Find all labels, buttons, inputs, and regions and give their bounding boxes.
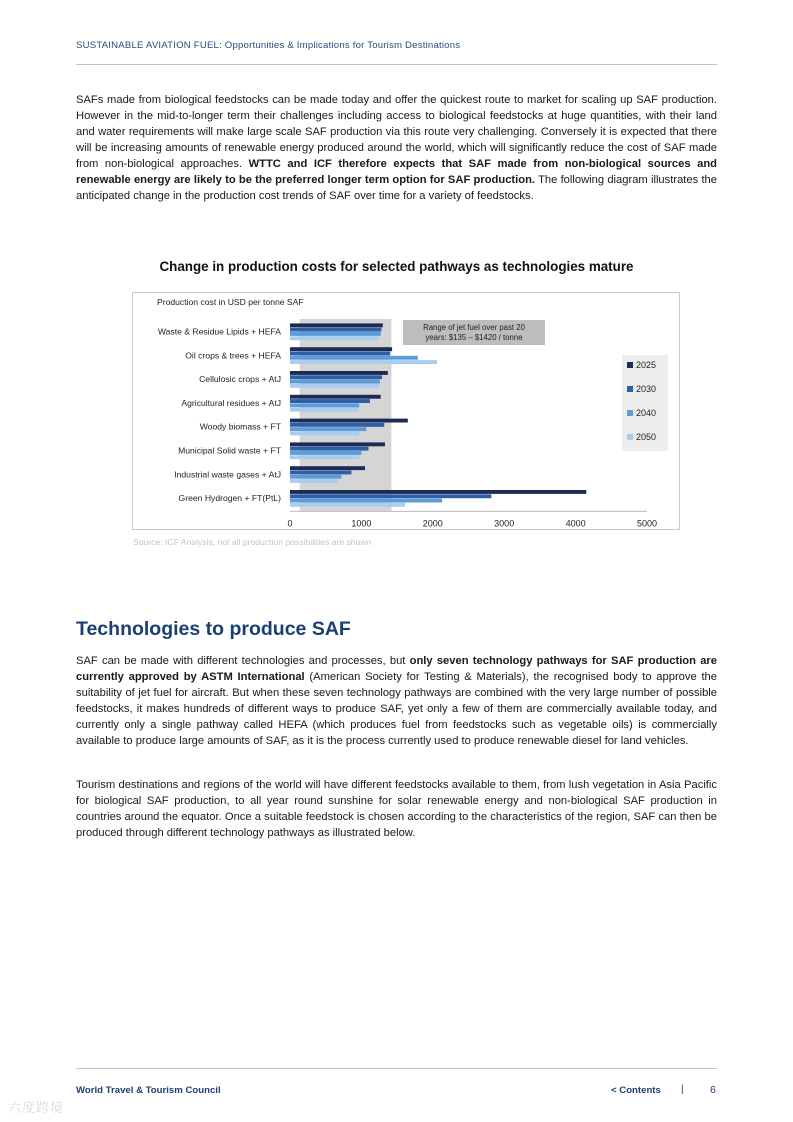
bar-2025 [290,323,383,327]
category-label: Industrial waste gases + AtJ [174,469,281,480]
bar-2040 [290,427,366,431]
bar-2050 [290,336,379,340]
bar-2050 [290,455,359,459]
bar-2030 [290,423,384,427]
chart-axis-title: Production cost in USD per tonne SAF [157,297,304,307]
bar-2040 [290,380,380,384]
annotation-line-1: Range of jet fuel over past 20 [423,323,525,332]
chart-title: Change in production costs for selected pathways as technologies mature [159,259,634,274]
x-tick-label: 0 [287,518,293,529]
bar-2050 [290,479,338,483]
page-number: 6 [710,1084,716,1096]
x-tick-label: 2000 [422,518,443,529]
x-tick-label: 1000 [351,518,372,529]
footer-divider [76,1068,717,1069]
bar-2030 [290,447,369,451]
contents-link[interactable]: < Contents [611,1085,661,1096]
legend-label-2025: 2025 [636,360,657,370]
x-tick-label: 3000 [494,518,515,529]
x-tick-label: 5000 [636,518,658,529]
header-divider [76,64,717,65]
bar-2050 [290,408,358,412]
running-header: SUSTAINABLE AVIATION FUEL: Opportunities & Implications for Tourism Destinations [76,40,461,51]
feedstocks-paragraph: Tourism destinations and regions of the world will have different feedstocks available to them, from lush vegetation in Asia Pacific for biological SAF production, to all year round sunshine for solar renewable energy and non-biological SAF production in countries around the equator. Once a suitable feedstock is chosen according to the characteristics of the region, SAF can then be produced through different technology pathways as illustrated below. [76,779,717,839]
legend-swatch-2050 [627,434,633,440]
category-label: Cellulosic crops + AtJ [199,374,281,385]
production-cost-chart [132,292,680,530]
technologies-paragraph [76,653,717,749]
footer-organization: World Travel & Tourism Council [76,1085,221,1096]
tech-bold-text: only seven technology pathways for SAF production are currently approved by ASTM International [76,655,717,683]
bar-2030 [290,328,381,332]
intro-text-2: The following diagram illustrates the anticipated change in the production cost trends of SAF over time for a variety of feedstocks. [76,174,717,202]
bar-2050 [290,503,405,507]
bar-2050 [290,432,359,436]
bar-2040 [290,332,381,336]
bar-2040 [290,403,359,407]
bar-2040 [290,451,361,455]
bar-2025 [290,442,385,446]
bar-2040 [290,499,442,503]
bar-2025 [290,395,381,399]
x-tick-label: 4000 [565,518,586,529]
category-label: Oil crops & trees + HEFA [185,350,281,361]
bar-2030 [290,471,351,475]
category-label: Woody biomass + FT [199,421,281,432]
bar-2030 [290,352,390,356]
bar-2040 [290,475,341,479]
legend-swatch-2030 [627,386,633,392]
tech-text-2: (American Society for Testing & Materials), the recognised body to approve the suitability of jet fuel for aircraft. But when these seven technology pathways are combined with the very large number of possible feedstocks, it makes hundreds of different ways to produce SAF, yet only a few of them are commercially available today, and currently only a single pathway called HEFA (which produces fuel from feedstocks such as vegetable oils) is commercially available to produce large amounts of SAF, as it is the process currently used to produce renewable diesel for land vehicles. [76,671,717,747]
intro-text-1: SAFs made from biological feedstocks can be made today and offer the quickest route to market for scaling up SAF production. However in the mid-to-longer term their challenges including access to biological feedstocks at huge quantities, with their land and water requirements will make large scale SAF production via this route very challenging. Conversely it is expected that there will be increasing amounts of renewable energy produced around the world, which will significantly reduce the cost of SAF made from non-biological approaches. [76,94,717,170]
bar-2030 [290,375,382,379]
legend-label-2040: 2040 [636,408,657,418]
bar-2030 [290,399,370,403]
tech-text-1: SAF can be made with different technologies and processes, but [76,655,410,667]
legend-label-2030: 2030 [636,384,657,394]
intro-bold-text: WTTC and ICF therefore expects that SAF made from non-biological sources and renewable energy are likely to be the preferred longer term option for SAF production. [76,158,717,186]
legend-swatch-2040 [627,410,633,416]
section-heading: Technologies to produce SAF [76,618,351,640]
bar-2025 [290,347,392,351]
watermark-text: 六度跨境 [8,1100,65,1115]
footer-separator: | [681,1084,684,1095]
chart-canvas [133,293,679,529]
category-label: Agricultural residues + AtJ [181,397,281,408]
bar-2025 [290,490,586,494]
category-label: Waste & Residue Lipids + HEFA [157,326,281,337]
annotation-line-2: years: $135 – $1420 / tonne [425,333,523,342]
bar-2030 [290,494,491,498]
category-label: Green Hydrogen + FT(PtL) [178,493,281,504]
bar-2050 [290,360,437,364]
bar-2025 [290,466,365,470]
intro-paragraph [76,92,717,204]
legend-swatch-2025 [627,362,633,368]
category-label: Municipal Solid waste + FT [178,445,281,456]
bar-2025 [290,371,388,375]
chart-source: Source: ICF Analysis, not all production possibilities are shown [133,537,372,547]
bar-2050 [290,384,379,388]
legend-label-2050: 2050 [636,432,657,442]
bar-2040 [290,356,418,360]
bar-2025 [290,419,408,423]
